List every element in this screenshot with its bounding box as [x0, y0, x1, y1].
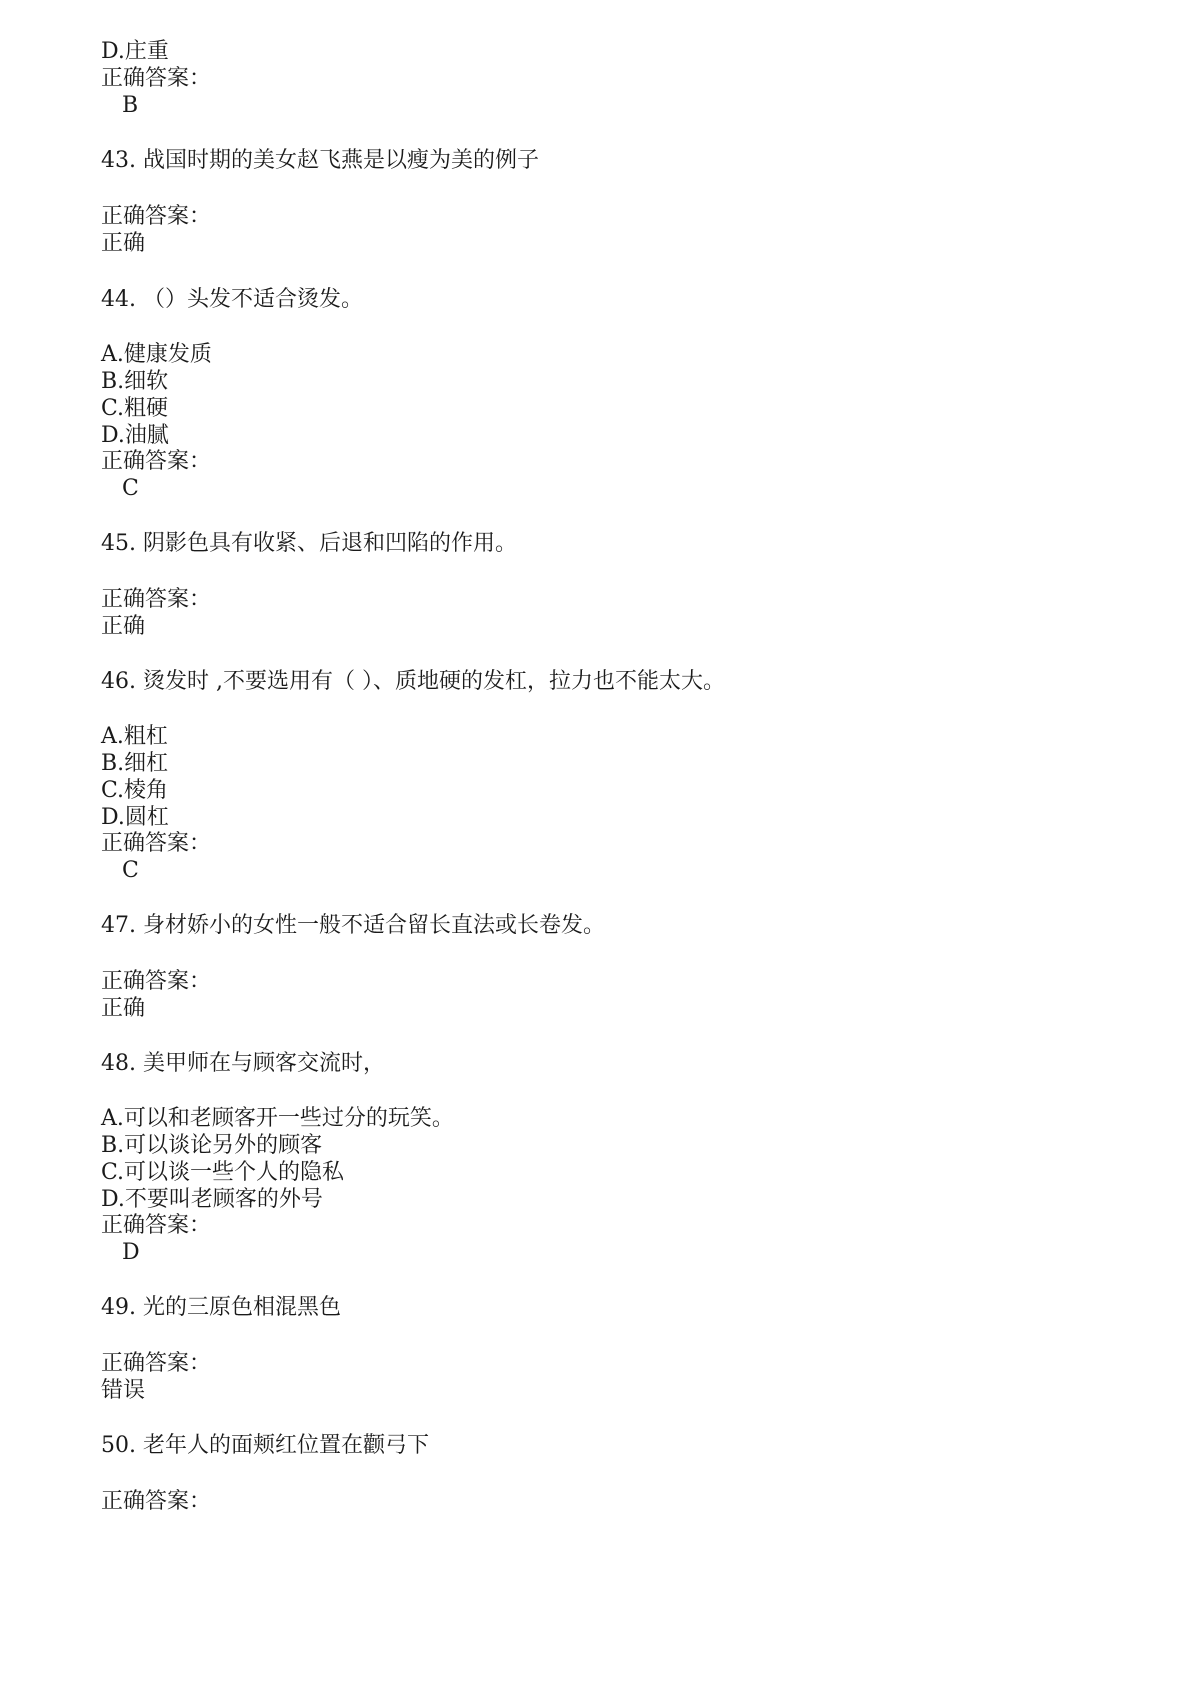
question-text: 46. 烫发时 ,不要选用有（ ）、质地硬的发杠，拉力也不能太大。 — [101, 669, 725, 694]
option-text: D.油腻 — [101, 423, 169, 448]
option-text: D.庄重 — [101, 39, 169, 64]
answer-label: 正确答案： — [101, 831, 212, 856]
option-text: A.粗杠 — [101, 724, 168, 749]
option-text: C.粗硬 — [101, 396, 169, 421]
answer-value: 错误 — [101, 1378, 146, 1403]
answer-label: 正确答案： — [101, 587, 212, 612]
answer-label: 正确答案： — [101, 66, 212, 91]
option-text: A.健康发质 — [101, 342, 212, 367]
option-text: B.细软 — [101, 369, 169, 394]
question-text: 49. 光的三原色相混黑色 — [101, 1295, 341, 1320]
question-text: 44. （）头发不适合烫发。 — [101, 287, 363, 312]
question-text: 50. 老年人的面颊红位置在颧弓下 — [101, 1433, 429, 1458]
answer-label: 正确答案： — [101, 204, 212, 229]
answer-value: 正确 — [101, 614, 146, 639]
option-text: D.不要叫老顾客的外号 — [101, 1187, 323, 1212]
question-text: 43. 战国时期的美女赵飞燕是以瘦为美的例子 — [101, 148, 539, 173]
option-text: A.可以和老顾客开一些过分的玩笑。 — [101, 1106, 454, 1131]
answer-label: 正确答案： — [101, 1489, 212, 1514]
question-text: 47. 身材娇小的女性一般不适合留长直法或长卷发。 — [101, 913, 605, 938]
answer-label: 正确答案： — [101, 449, 212, 474]
answer-label: 正确答案： — [101, 1213, 212, 1238]
option-text: C.棱角 — [101, 778, 169, 803]
option-text: B.细杠 — [101, 751, 169, 776]
answer-value: 正确 — [101, 996, 146, 1021]
answer-label: 正确答案： — [101, 1351, 212, 1376]
question-text: 45. 阴影色具有收紧、后退和凹陷的作用。 — [101, 531, 517, 556]
answer-value: C — [122, 858, 139, 883]
option-text: B.可以谈论另外的顾客 — [101, 1133, 323, 1158]
answer-value: C — [122, 476, 139, 501]
option-text: D.圆杠 — [101, 805, 169, 830]
answer-label: 正确答案： — [101, 969, 212, 994]
answer-value: D — [122, 1240, 140, 1265]
question-text: 48. 美甲师在与顾客交流时， — [101, 1051, 385, 1076]
answer-value: 正确 — [101, 231, 146, 256]
answer-value: B — [122, 93, 139, 118]
option-text: C.可以谈一些个人的隐私 — [101, 1160, 345, 1185]
